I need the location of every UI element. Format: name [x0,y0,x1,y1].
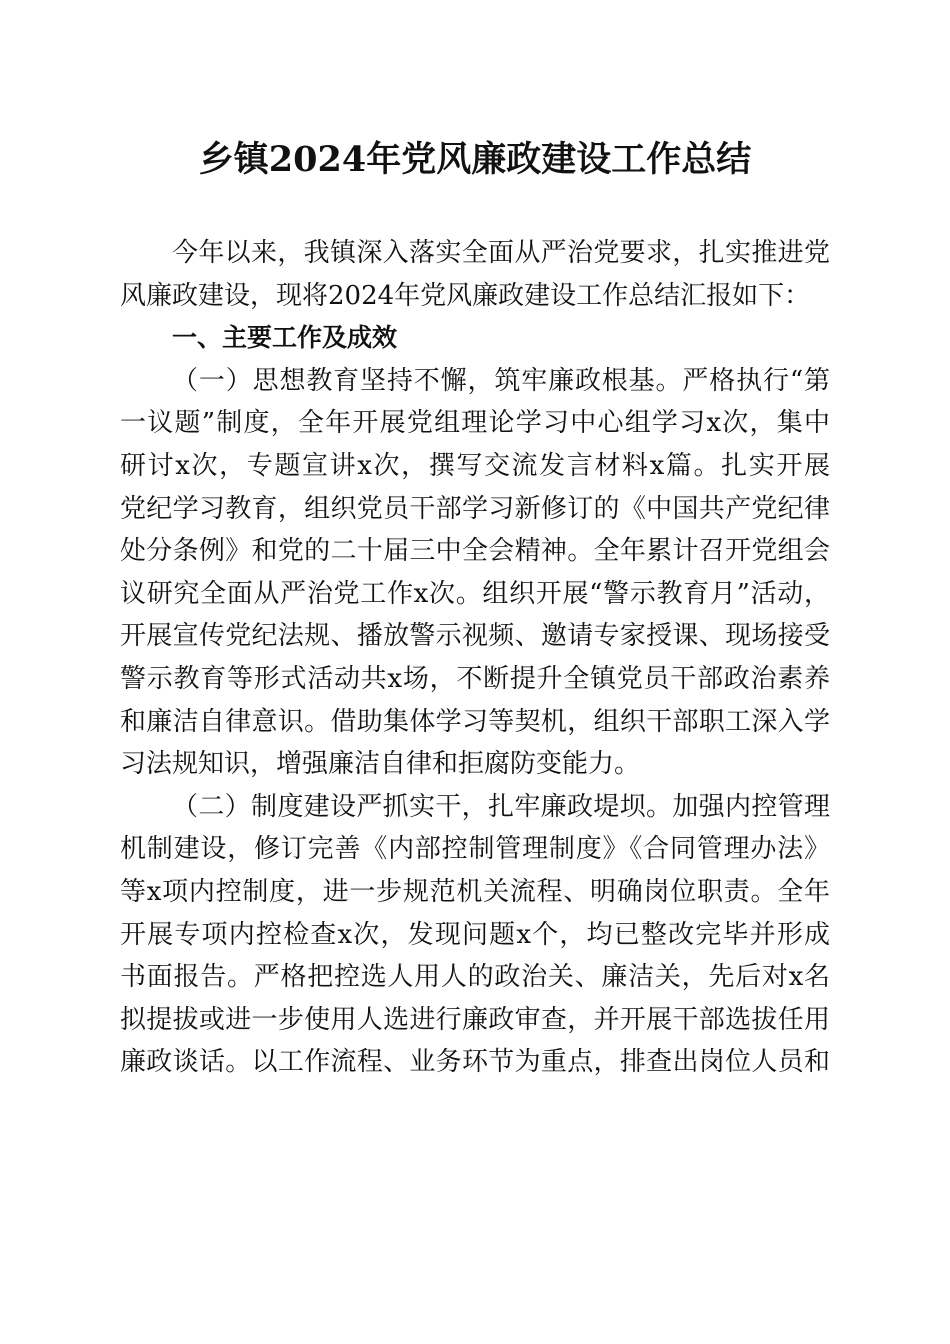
body-line: （一）思想教育坚持不懈，筑牢廉政根基。严格执行“第 [172,365,830,396]
document-body [120,232,830,1084]
body-line: 等x项内控制度，进一步规范机关流程、明确岗位职责。全年 [120,876,830,907]
body-line: 研讨x次，专题宣讲x次，撰写交流发言材料x篇。扎实开展 [120,450,830,481]
body-line: 开展专项内控检查x次，发现问题x个，均已整改完毕并形成 [120,919,830,950]
body-line: 党纪学习教育，组织党员干部学习新修订的《中国共产党纪律 [120,493,830,524]
body-line: （二）制度建设严抓实干，扎牢廉政堤坝。加强内控管理 [172,791,830,822]
body-line: 廉政谈话。以工作流程、业务环节为重点，排查出岗位人员和 [120,1047,830,1078]
body-line: 今年以来，我镇深入落实全面从严治党要求，扎实推进党 [172,238,830,268]
body-line: 机制建设，修订完善《内部控制管理制度》《合同管理办法》 [120,834,830,865]
body-line: 议研究全面从严治党工作x次。组织开展“警示教育月”活动， [120,578,830,609]
body-line: 处分条例》和党的二十届三中全会精神。全年累计召开党组会 [120,536,830,567]
body-line: 习法规知识，增强廉洁自律和拒腐防变能力。 [120,749,641,780]
body-line: 书面报告。严格把控选人用人的政治关、廉洁关，先后对x名 [120,962,830,993]
document-title: 乡镇2024年党风廉政建设工作总结 [198,139,752,180]
body-line: 一议题”制度，全年开展党组理论学习中心组学习x次，集中 [120,408,830,439]
body-line: 开展宣传党纪法规、播放警示视频、邀请专家授课、现场接受 [120,621,830,652]
body-line: 风廉政建设，现将2024年党风廉政建设工作总结汇报如下： [120,280,811,311]
section-heading: 一、主要工作及成效 [172,323,398,353]
body-line: 和廉洁自律意识。借助集体学习等契机，组织干部职工深入学 [120,706,830,737]
body-line: 警示教育等形式活动共x场，不断提升全镇党员干部政治素养 [120,663,830,694]
body-line: 拟提拔或进一步使用人选进行廉政审查，并开展干部选拔任用 [120,1004,830,1035]
